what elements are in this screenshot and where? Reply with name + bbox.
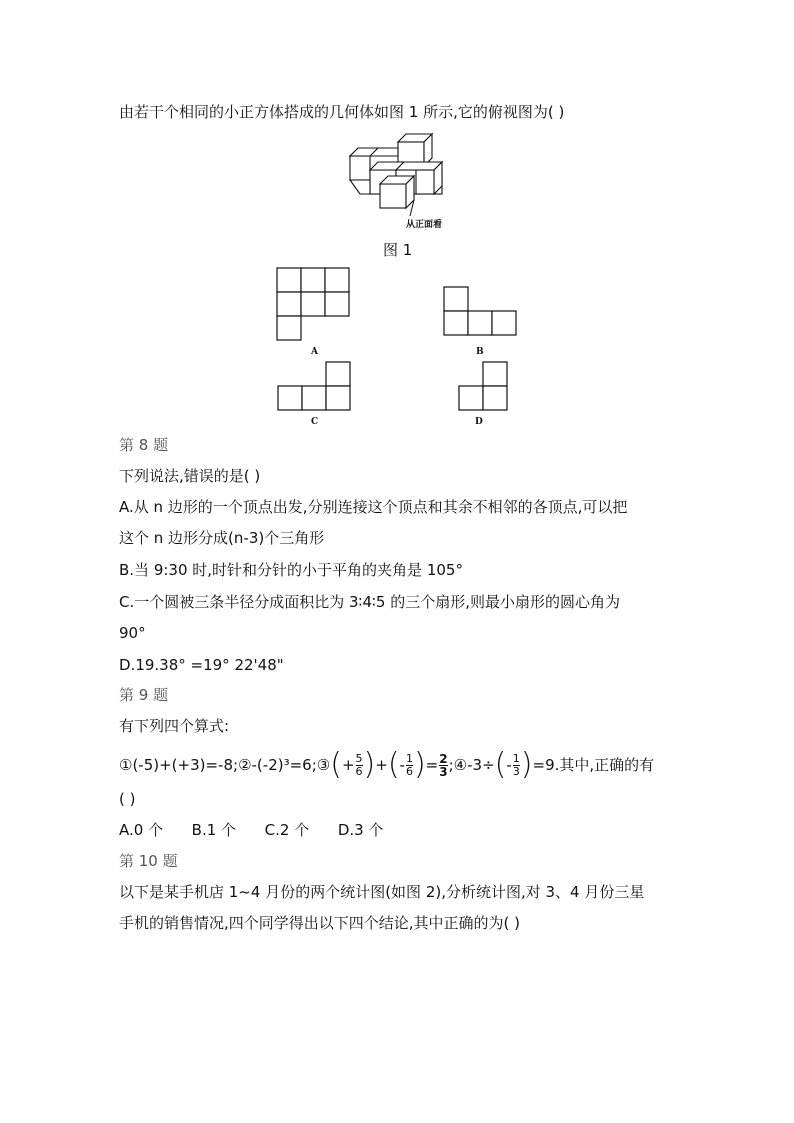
option-b-grid (443, 286, 519, 338)
q8-option-a-line1: A.从 n 边形的一个顶点出发,分别连接这个顶点和其余不相邻的各顶点,可以把 (119, 498, 628, 516)
option-a-label: A (311, 347, 318, 357)
q9-options: A.0 个 B.1 个 C.2 个 D.3 个 (119, 821, 384, 839)
q9-expr-part1: ①(-5)+(+3)=-8;②-(-2)³=6;③ (119, 756, 331, 774)
q8-option-d: D.19.38° =19° 22'48" (119, 656, 284, 674)
q8-option-c-line1: C.一个圆被三条半径分成面积比为 3∶4∶5 的三个扇形,则最小扇形的圆心角为 (119, 593, 620, 611)
equals-sign: = (425, 756, 439, 774)
q8-option-c-line2: 90° (119, 624, 146, 642)
q9-expression (119, 748, 654, 782)
q7-text: 由若干个相同的小正方体搭成的几何体如图 1 所示,它的俯视图为( ) (119, 103, 565, 121)
q9-number: 第 9 题 (119, 686, 169, 704)
q8-option-b: B.当 9:30 时,时针和分针的小于平角的夹角是 105° (119, 561, 463, 579)
option-a-grid (276, 267, 352, 343)
option-b-label: B (476, 347, 484, 357)
fraction-3: 2 3 (439, 751, 448, 779)
q8-number: 第 8 题 (119, 436, 169, 454)
fraction-2: ( - 1 6 ) (387, 747, 426, 782)
q10-line1: 以下是某手机店 1~4 月份的两个统计图(如图 2),分析统计图,对 3、4 月份三星 (119, 883, 645, 901)
q9-stem: 有下列四个算式: (119, 717, 230, 735)
fraction-4: ( - 1 3 ) (494, 747, 533, 782)
q10-number: 第 10 题 (119, 852, 178, 870)
plus-sign: + (375, 756, 388, 774)
option-d-grid (458, 361, 510, 413)
q8-option-a-line2: 这个 n 边形分成(n-3)个三角形 (119, 529, 325, 547)
q9-expr-part3: =9.其中,正确的有 (532, 756, 655, 774)
q8-stem: 下列说法,错误的是( ) (119, 467, 261, 485)
q9-expr-part2: ;④-3÷ (448, 756, 495, 774)
cube-figure (340, 128, 460, 230)
option-c-label: C (311, 417, 319, 427)
fraction-1: ( + 5 6 ) (330, 747, 376, 782)
figure-caption: 图 1 (383, 241, 413, 259)
figure-direction-label: 从正面看 (406, 220, 443, 230)
q10-line2: 手机的销售情况,四个同学得出以下四个结论,其中正确的为( ) (119, 914, 521, 932)
option-d-label: D (475, 417, 483, 427)
q9-answer-paren: ( ) (119, 790, 136, 808)
option-c-grid (277, 361, 353, 413)
